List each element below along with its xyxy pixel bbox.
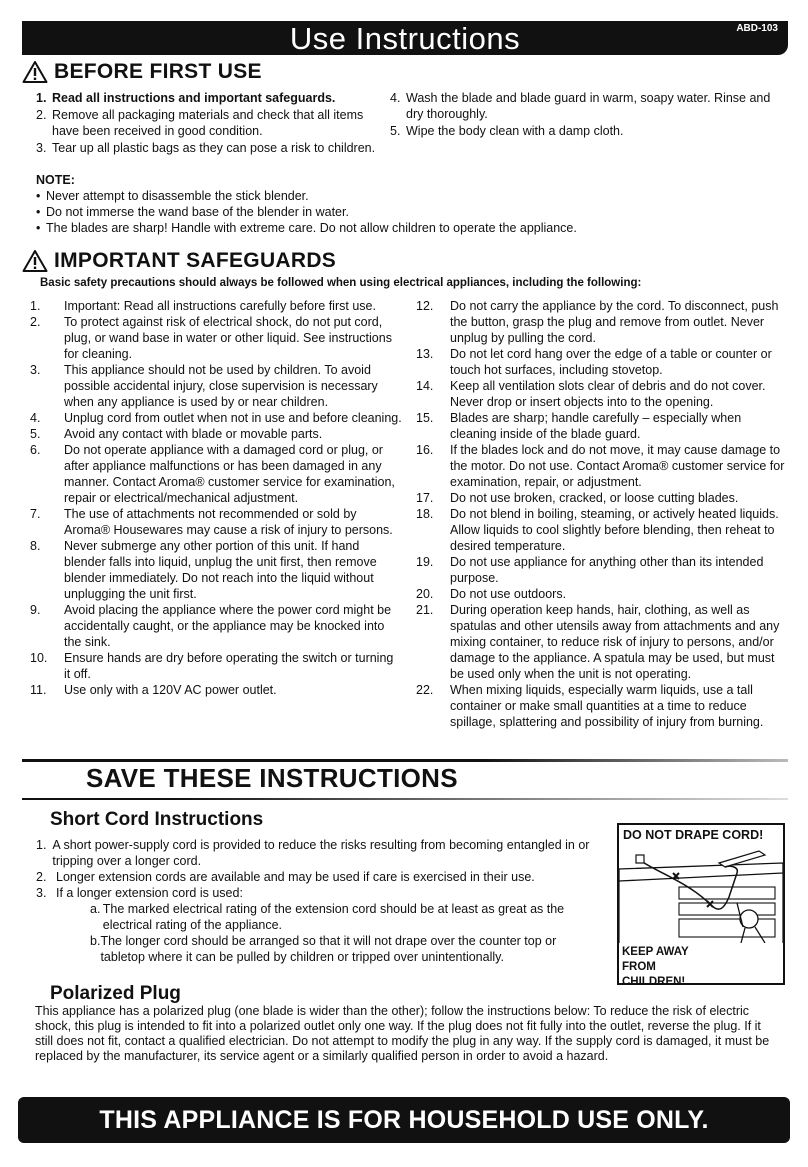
list-item: 19. Do not use appliance for anything other than its intended purpose. (416, 555, 764, 585)
list-item: 14. Keep all ventilation slots clear of debris and do not cover. Never drop or insert objects into to the opening. (416, 379, 766, 409)
note-label: NOTE: (36, 173, 75, 187)
list-item: 5. Wipe the body clean with a damp cloth. (390, 124, 624, 138)
before-first-use-list-right (390, 90, 780, 140)
list-item: 3. Tear up all plastic bags as they can pose a risk to children. (36, 141, 376, 155)
list-item: 2. Remove all packaging materials and check that all items have been received in good condition. (36, 108, 364, 138)
divider (22, 759, 788, 762)
illustration-bottom-label: KEEP AWAY FROM CHILDREN! (622, 946, 689, 988)
list-item: 2. To protect against risk of electrical shock, do not put cord, plug, or wand base in water or other liquid. See instructions for cleaning. (30, 315, 392, 361)
list-item: 16. If the blades lock and do not move, it may cause damage to the motor. Do not use. Contact Aroma® customer service for examination, repair, or adjustment. (416, 443, 785, 489)
before-first-use-list-left (36, 90, 382, 157)
list-item: 13. Do not let cord hang over the edge of a table or counter or touch hot surfaces, including stovetop. (416, 347, 772, 377)
list-item: 11. Use only with a 120V AC power outlet. (30, 683, 277, 697)
household-use-banner (18, 1097, 790, 1143)
list-item: 1. A short power-supply cord is provided to reduce the risks resulting from becoming entangled in or tripping over a longer cord. (36, 838, 590, 868)
list-item: 6. Do not operate appliance with a damaged cord or plug, or after appliance malfunctions or has been damaged in any manner. Contact Aroma® customer service for examination, repair or electrical/mechanical adjustment. (30, 443, 395, 505)
divider (22, 798, 788, 800)
note-item: • Never attempt to disassemble the stick blender. (36, 189, 309, 203)
list-item: 1. Read all instructions and important safeguards. (36, 91, 336, 105)
save-instructions-title: SAVE THESE INSTRUCTIONS (86, 763, 458, 793)
list-item: 3. If a longer extension cord is used: (36, 886, 243, 900)
list-item: 10. Ensure hands are dry before operating the switch or turning it off. (30, 651, 394, 681)
safeguards-list-left (30, 298, 402, 698)
section-title: BEFORE FIRST USE (54, 60, 262, 83)
warning-icon (22, 60, 48, 84)
important-safeguards-heading (22, 249, 336, 273)
list-item: 8. Never submerge any other portion of this unit. If hand blender falls into liquid, unplug the unit first, then remove blender immediately. Do not reach into the liquid without unplugging the unit first. (30, 539, 377, 601)
list-item: 20. Do not use outdoors. (416, 587, 567, 601)
list-item: 17. Do not use broken, cracked, or loose cutting blades. (416, 491, 739, 505)
counter-child-drawing (619, 843, 783, 943)
list-item: 15. Blades are sharp; handle carefully – especially when cleaning inside of the blade guard. (416, 411, 742, 441)
warning-icon (22, 249, 48, 273)
illustration-top-label: DO NOT DRAPE CORD! (623, 828, 764, 842)
list-item: a. The marked electrical rating of the extension cord should be at least as great as the electrical rating of the appliance. (90, 902, 565, 932)
list-item: 7. The use of attachments not recommended or sold by Aroma® Housewares may cause a risk of injury to persons. (30, 507, 393, 537)
list-item: 22. When mixing liquids, especially warm liquids, use a tall container or make small quantities at a time to reduce spillage, splattering and possibility of injury from burning. (416, 683, 764, 729)
list-item: 18. Do not blend in boiling, steaming, or actively heated liquids. Allow liquids to cool slightly before blending, then reheat to desired temperature. (416, 507, 779, 553)
list-item: 21. During operation keep hands, hair, clothing, as well as spatulas and other utensils away from attachments and any mixing container, to reduce risk of injury to persons, and/or damage to the appliance. A spatula may be used, but must be used only when the unit is not operating. (416, 603, 780, 681)
list-item: 5. Avoid any contact with blade or movable parts. (30, 427, 323, 441)
note-item: • Do not immerse the wand base of the blender in water. (36, 205, 349, 219)
section-title: IMPORTANT SAFEGUARDS (54, 249, 337, 272)
list-item: 9. Avoid placing the appliance where the power cord might be accidentally caught, or the appliance may be knocked into the sink. (30, 603, 392, 649)
before-first-use-heading (22, 60, 262, 84)
polarized-plug-heading: Polarized Plug (50, 983, 181, 1004)
safeguards-list-right (416, 298, 788, 730)
list-item: 4. Wash the blade and blade guard in warm, soapy water. Rinse and dry thoroughly. (390, 91, 771, 121)
header-bar (22, 21, 788, 55)
banner-text: THIS APPLIANCE IS FOR HOUSEHOLD USE ONLY. (99, 1106, 709, 1134)
polarized-plug-text: This appliance has a polarized plug (one blade is wider than the other); follow the instructions below: To reduce the risk of electric shock, this plug is intended to fit into a polarized outlet only one way. If the plug does not fit fully into the outlet, reverse the plug. If it still does not fit, contact a qualified electrician. Do not attempt to modify the plug in any way. If the supply cord is damaged, it must be replaced by the manufacturer, its service agent or a similarly qualified person in order to avoid a hazard. (35, 1004, 770, 1063)
short-cord-heading: Short Cord Instructions (50, 809, 264, 830)
list-item: 12. Do not carry the appliance by the cord. To disconnect, push the button, grasp the plug and remove from outlet. Never unplug by pulling the cord. (416, 299, 779, 345)
short-cord-list (36, 837, 616, 965)
list-item: 4. Unplug cord from outlet when not in use and before cleaning. (30, 411, 402, 425)
page-title: Use Instructions (289, 21, 521, 56)
list-item: 2. Longer extension cords are available and may be used if care is exercised in their use. (36, 870, 535, 884)
list-item: b. The longer cord should be arranged so that it will not drape over the counter top or tabletop where it can be pulled by children or tripped over unintentionally. (90, 934, 557, 964)
model-number: ABD-103 (736, 23, 778, 34)
note-block (36, 172, 577, 236)
list-item: 1. Important: Read all instructions carefully before first use. (30, 299, 376, 313)
list-item: 3. This appliance should not be used by children. To avoid possible accidental injury, close supervision is necessary when any appliance is used by or near children. (30, 363, 378, 409)
safeguards-subheading: Basic safety precautions should always be followed when using electrical appliances, including the following: (40, 277, 642, 289)
note-item: • The blades are sharp! Handle with extreme care. Do not allow children to operate the appliance. (36, 221, 577, 235)
drape-cord-illustration (617, 823, 785, 988)
